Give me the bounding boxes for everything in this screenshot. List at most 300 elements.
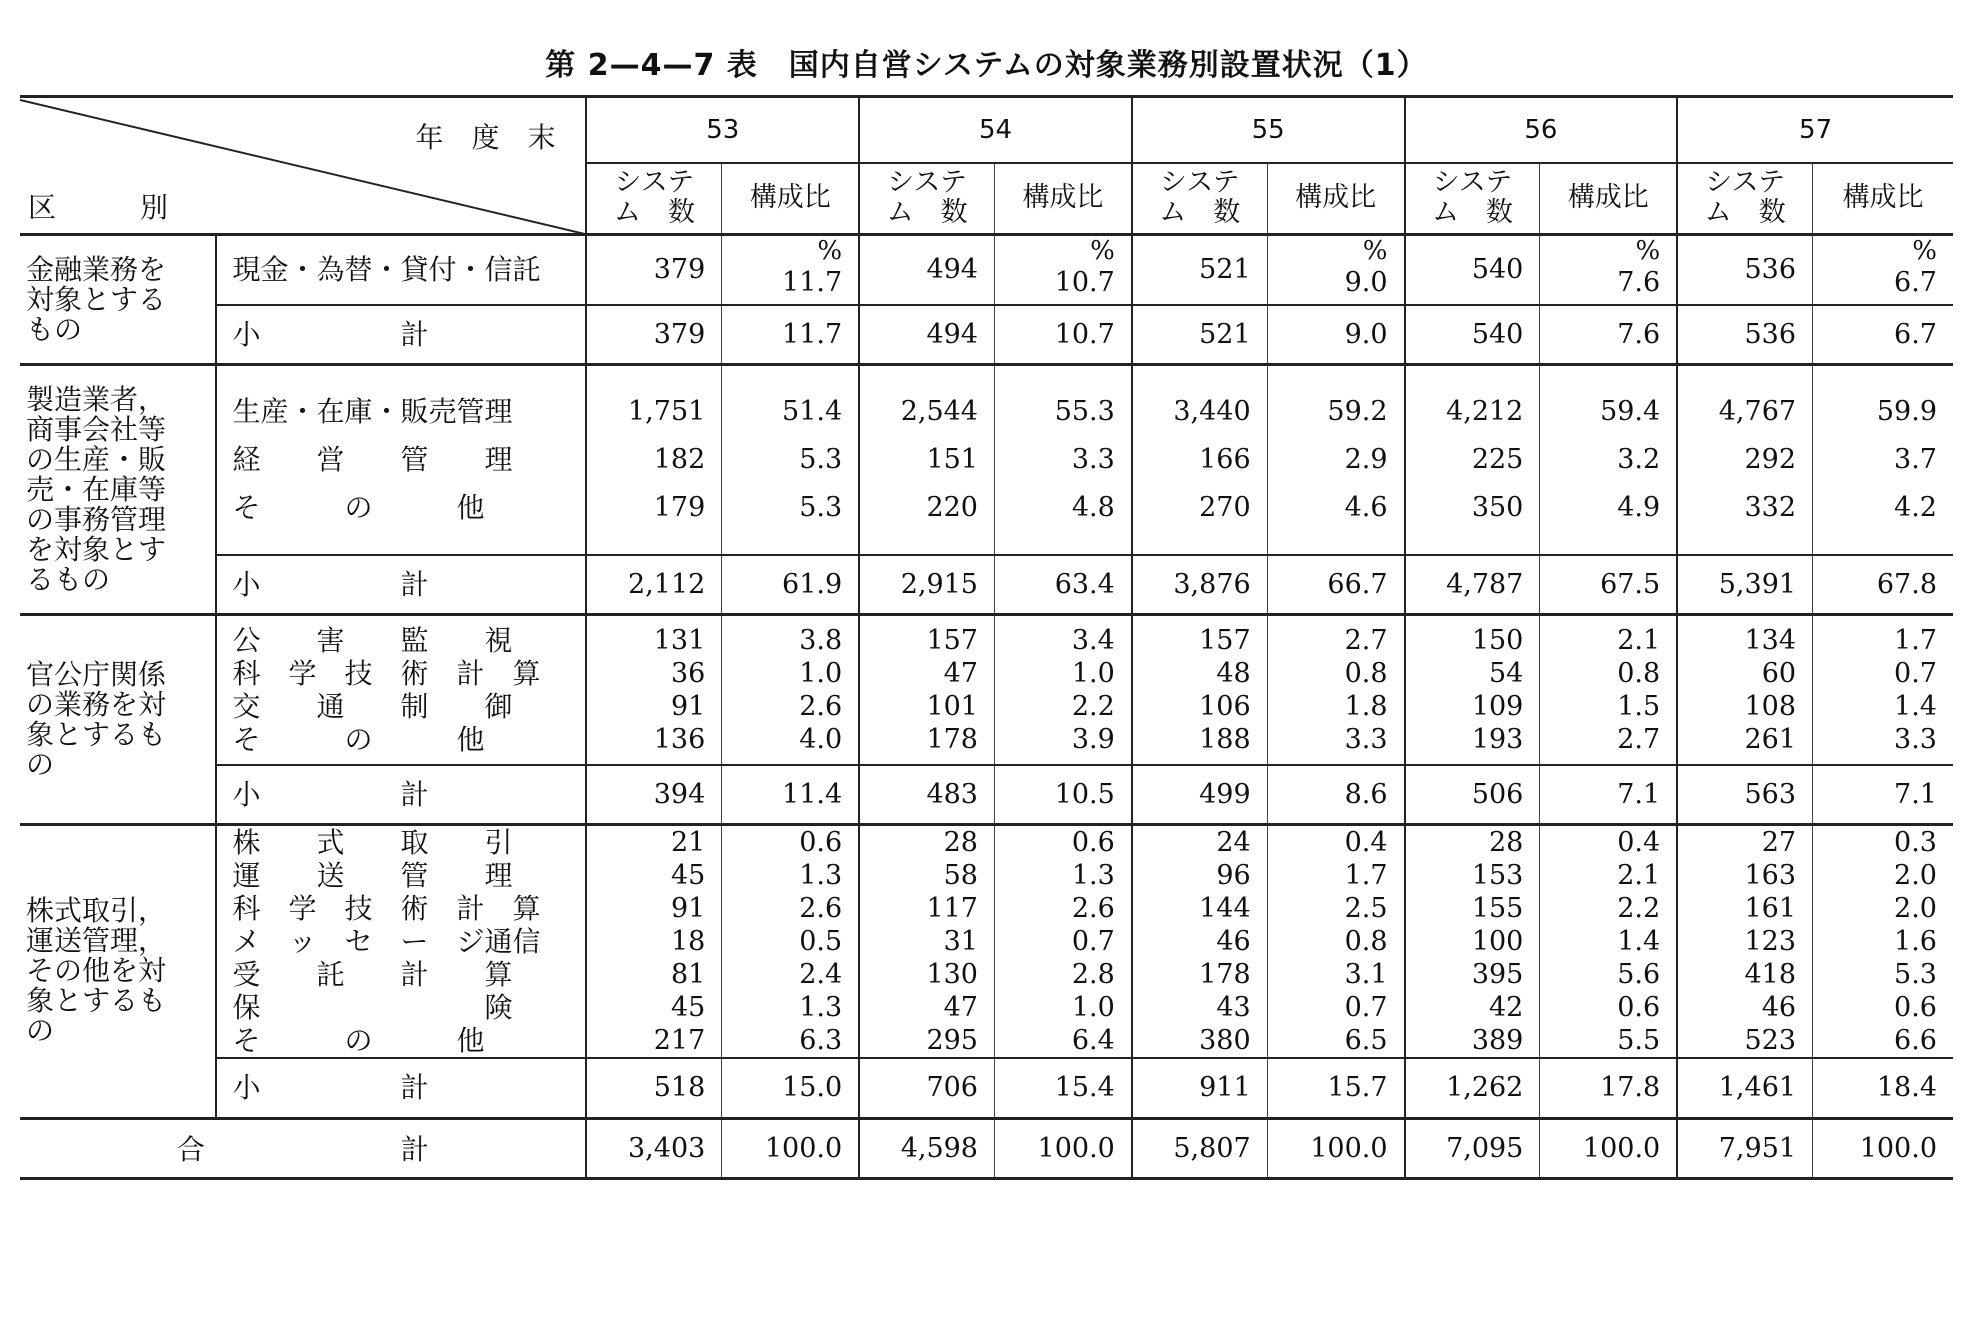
systems-value: 350 — [1471, 491, 1524, 523]
ratio-value: 0.3 — [1894, 827, 1937, 858]
systems-value: 193 — [1471, 723, 1524, 755]
systems-value: 220 — [926, 491, 978, 523]
systems-value: 134 — [1744, 624, 1797, 656]
systems-value: 58 — [943, 860, 978, 891]
ratio-header: 構成比 — [1813, 163, 1953, 235]
systems-values-cell — [859, 615, 994, 765]
ratio-value: 6.7 — [1894, 267, 1937, 299]
systems-value: 47 — [943, 657, 978, 689]
ratio-value-cell: 18.4 — [1813, 1058, 1953, 1118]
ratio-value-cell: 15.4 — [994, 1058, 1131, 1118]
systems-value: 225 — [1471, 443, 1524, 475]
ratio-value: 1.3 — [799, 992, 843, 1023]
ratio-value: 4.8 — [1071, 491, 1115, 523]
ratio-value: 2.6 — [799, 893, 843, 924]
item-labels-cell — [216, 615, 587, 765]
ratio-value-cell: 11.4 — [722, 765, 859, 825]
ratio-value-cell: 9.0 — [1267, 305, 1404, 365]
systems-value: 295 — [926, 1025, 978, 1056]
systems-value: 536 — [1744, 254, 1797, 286]
ratio-value: 3.9 — [1071, 723, 1115, 755]
ratio-value: 6.5 — [1344, 1025, 1388, 1056]
ratio-value: 2.2 — [1617, 893, 1661, 924]
systems-value: 106 — [1199, 690, 1251, 722]
category-line: 象とするも — [26, 984, 167, 1018]
section-items-row — [20, 365, 1953, 555]
ratio-values-cell — [1267, 365, 1404, 555]
data-table — [20, 95, 1953, 1180]
ratio-value: 1.3 — [799, 860, 843, 891]
systems-values-cell — [1677, 365, 1812, 555]
systems-value-cell: 540 — [1405, 305, 1540, 365]
item-label: 運 送 管 理 — [232, 859, 513, 892]
table-title: 第 2—4—7 表 国内自営システムの対象業務別設置状況（1） — [545, 48, 1428, 83]
ratio-header: 構成比 — [1540, 163, 1677, 235]
systems-value: 21 — [670, 827, 706, 858]
category-cell — [20, 825, 216, 1119]
ratio-value-cell: 67.8 — [1813, 555, 1953, 615]
ratio-value: 0.7 — [1071, 926, 1115, 957]
category-line: の生産・販 — [26, 442, 167, 476]
systems-value: 418 — [1744, 959, 1797, 990]
systems-value: 161 — [1744, 893, 1797, 924]
category-line: の事務管理 — [26, 502, 167, 536]
ratio-value-cell: 100.0 — [1813, 1118, 1953, 1178]
systems-value: 28 — [1489, 827, 1524, 858]
systems-value: 153 — [1471, 860, 1524, 891]
year-55-header: 55 — [1132, 97, 1405, 163]
systems-value: 523 — [1744, 1025, 1797, 1056]
systems-value: 2,544 — [900, 395, 978, 427]
category-line: 象とするも — [26, 717, 167, 751]
category-line: 商事会社等 — [26, 412, 167, 446]
systems-values-cell — [859, 365, 994, 555]
ratio-value-cell: 61.9 — [722, 555, 859, 615]
systems-values-cell — [1132, 825, 1267, 1059]
systems-value: 4,767 — [1718, 395, 1797, 427]
ratio-value: 1.4 — [1894, 690, 1937, 722]
systems-values-cell — [1132, 365, 1267, 555]
ratio-values-cell — [1813, 825, 1953, 1059]
ratio-value: 51.4 — [782, 395, 843, 427]
systems-value-cell: 7,951 — [1677, 1118, 1812, 1178]
item-label: そ の 他 — [232, 1024, 485, 1057]
systems-values-cell — [859, 825, 994, 1059]
year-54-header: 54 — [859, 97, 1132, 163]
systems-value: 166 — [1199, 443, 1251, 475]
ratio-values-cell — [1813, 365, 1953, 555]
systems-value: 91 — [670, 690, 706, 722]
systems-value: 24 — [1216, 827, 1251, 858]
systems-values-cell — [1405, 825, 1540, 1059]
systems-value-cell: 7,095 — [1405, 1118, 1540, 1178]
percent-sign: % — [1362, 236, 1388, 266]
total-row — [20, 1118, 1953, 1178]
systems-value: 1,751 — [628, 395, 706, 427]
ratio-value: 1.7 — [1344, 860, 1388, 891]
item-label: 交 通 制 御 — [232, 689, 513, 723]
ratio-value: 1.5 — [1617, 690, 1661, 722]
subtotal-row — [20, 305, 1953, 365]
systems-value-cell: 499 — [1132, 765, 1267, 825]
systems-value: 379 — [653, 254, 706, 286]
ratio-value: 0.6 — [1894, 992, 1937, 1023]
systems-value: 46 — [1216, 926, 1251, 957]
ratio-values-cell — [994, 365, 1131, 555]
ratio-value-cell: 15.0 — [722, 1058, 859, 1118]
ratio-values-cell — [994, 825, 1131, 1059]
systems-value-cell: 521 — [1132, 305, 1267, 365]
item-label: メ ッ セ ー ジ通信 — [232, 925, 541, 958]
category-line: 金融業務を — [26, 252, 167, 286]
systems-value: 31 — [943, 926, 978, 957]
percent-sign: % — [817, 236, 843, 266]
ratio-value: 59.2 — [1327, 395, 1388, 427]
systems-value: 45 — [670, 992, 706, 1023]
ratio-value: 4.2 — [1894, 491, 1937, 523]
item-labels-cell — [216, 365, 587, 555]
systems-value-cell: 4,598 — [859, 1118, 994, 1178]
section-items-row — [20, 235, 1953, 305]
ratio-value-cell: 63.4 — [994, 555, 1131, 615]
ratio-value: 2.7 — [1617, 723, 1661, 755]
ratio-value-cell: 67.5 — [1540, 555, 1677, 615]
ratio-value: 0.6 — [1071, 827, 1115, 858]
ratio-value: 7.6 — [1617, 267, 1661, 299]
ratio-value: 2.8 — [1071, 959, 1115, 990]
ratio-value: 2.6 — [799, 690, 843, 722]
systems-value-cell: 506 — [1405, 765, 1540, 825]
systems-value: 27 — [1761, 827, 1797, 858]
systems-value-cell: 3,403 — [586, 1118, 721, 1178]
category-line: の — [26, 1014, 55, 1048]
item-label: そ の 他 — [232, 490, 485, 524]
systems-header: システ ム 数 — [1677, 163, 1812, 235]
systems-value-cell: 2,915 — [859, 555, 994, 615]
systems-value: 163 — [1744, 860, 1797, 891]
ratio-value-cell: 100.0 — [1267, 1118, 1404, 1178]
systems-values-cell — [859, 235, 994, 305]
systems-value: 155 — [1471, 893, 1524, 924]
systems-value: 108 — [1744, 690, 1797, 722]
systems-value: 48 — [1216, 657, 1251, 689]
ratio-value-cell: 100.0 — [994, 1118, 1131, 1178]
ratio-value: 3.8 — [799, 624, 843, 656]
ratio-values-cell — [1540, 235, 1677, 305]
systems-value: 389 — [1471, 1025, 1524, 1056]
ratio-value: 11.7 — [782, 267, 843, 299]
item-label: 経 営 管 理 — [232, 442, 513, 476]
systems-value: 131 — [653, 624, 706, 656]
systems-value: 157 — [1199, 624, 1251, 656]
category-line: 売・在庫等 — [26, 472, 167, 506]
systems-value: 521 — [1199, 254, 1251, 286]
item-label: 科 学 技 術 計 算 — [232, 656, 541, 690]
ratio-value: 0.4 — [1344, 827, 1388, 858]
systems-values-cell — [1405, 365, 1540, 555]
ratio-value: 3.4 — [1071, 624, 1115, 656]
ratio-value: 3.3 — [1344, 723, 1388, 755]
systems-value-cell: 5,807 — [1132, 1118, 1267, 1178]
systems-values-cell — [586, 825, 721, 1059]
systems-value-cell: 3,876 — [1132, 555, 1267, 615]
ratio-values-cell — [1540, 825, 1677, 1059]
systems-values-cell — [1405, 235, 1540, 305]
systems-values-cell — [1677, 615, 1812, 765]
ratio-value-cell: 66.7 — [1267, 555, 1404, 615]
systems-values-cell — [586, 235, 721, 305]
systems-value-cell: 379 — [586, 305, 721, 365]
systems-values-cell — [1132, 235, 1267, 305]
ratio-value: 6.3 — [799, 1025, 843, 1056]
ratio-value: 3.3 — [1071, 443, 1115, 475]
systems-value: 179 — [653, 491, 706, 523]
systems-value: 540 — [1471, 254, 1524, 286]
ratio-value: 0.6 — [799, 827, 843, 858]
ratio-value: 1.0 — [1071, 657, 1115, 689]
ratio-value: 3.7 — [1894, 443, 1937, 475]
ratio-values-cell — [722, 615, 859, 765]
ratio-values-cell — [1267, 615, 1404, 765]
ratio-value: 1.6 — [1894, 926, 1937, 957]
ratio-values-cell — [722, 235, 859, 305]
year-end-label: 年 度 末 — [415, 121, 556, 154]
systems-value-cell: 494 — [859, 305, 994, 365]
ratio-value: 2.1 — [1617, 624, 1661, 656]
category-line: の業務を対 — [26, 687, 167, 721]
systems-value: 178 — [926, 723, 978, 755]
systems-value: 4,212 — [1446, 395, 1524, 427]
ratio-value: 5.3 — [1894, 959, 1937, 990]
ratio-value: 2.7 — [1344, 624, 1388, 656]
ratio-value: 1.8 — [1344, 690, 1388, 722]
item-label: 保 険 — [232, 991, 513, 1024]
ratio-value-cell: 8.6 — [1267, 765, 1404, 825]
systems-value: 178 — [1199, 959, 1251, 990]
systems-value: 123 — [1744, 926, 1797, 957]
ratio-value-cell: 6.7 — [1813, 305, 1953, 365]
systems-value-cell: 911 — [1132, 1058, 1267, 1118]
category-line: その他を対 — [26, 954, 167, 988]
subtotal-label: 小 計 — [216, 765, 587, 825]
ratio-value: 59.9 — [1876, 395, 1937, 427]
systems-value-cell: 536 — [1677, 305, 1812, 365]
systems-value: 217 — [653, 1025, 706, 1056]
ratio-header: 構成比 — [1267, 163, 1404, 235]
category-cell — [20, 235, 216, 365]
section-items-row — [20, 615, 1953, 765]
category-line: 官公庁関係 — [26, 657, 167, 691]
ratio-header: 構成比 — [722, 163, 859, 235]
category-line: を対象とす — [26, 532, 167, 566]
systems-value: 101 — [926, 690, 978, 722]
systems-value: 54 — [1489, 657, 1524, 689]
systems-value: 188 — [1199, 723, 1251, 755]
ratio-value: 4.9 — [1617, 491, 1661, 523]
item-labels-cell — [216, 235, 587, 305]
item-label: 現金・為替・貸付・信託 — [232, 253, 541, 287]
systems-value: 270 — [1199, 491, 1251, 523]
systems-values-cell — [586, 615, 721, 765]
systems-header: システ ム 数 — [1405, 163, 1540, 235]
systems-value-cell: 483 — [859, 765, 994, 825]
ratio-value: 6.6 — [1894, 1025, 1937, 1056]
ratio-value: 10.7 — [1054, 267, 1115, 299]
ratio-value: 2.2 — [1071, 690, 1115, 722]
systems-value: 3,440 — [1173, 395, 1251, 427]
systems-header: システ ム 数 — [859, 163, 994, 235]
item-label: そ の 他 — [232, 722, 485, 756]
ratio-value: 0.8 — [1344, 657, 1388, 689]
systems-header: システ ム 数 — [586, 163, 721, 235]
systems-value: 43 — [1216, 992, 1251, 1023]
systems-value: 261 — [1744, 723, 1797, 755]
ratio-value: 3.1 — [1344, 959, 1388, 990]
systems-value: 36 — [670, 657, 706, 689]
systems-value-cell: 4,787 — [1405, 555, 1540, 615]
item-label: 生産・在庫・販売管理 — [232, 394, 513, 428]
subtotal-row — [20, 555, 1953, 615]
ratio-value: 0.7 — [1344, 992, 1388, 1023]
category-line: 対象とする — [26, 282, 167, 316]
ratio-value: 0.8 — [1344, 926, 1388, 957]
item-label: 株 式 取 引 — [232, 826, 513, 859]
systems-value-cell: 5,391 — [1677, 555, 1812, 615]
ratio-value: 2.9 — [1344, 443, 1388, 475]
systems-values-cell — [1132, 615, 1267, 765]
year-57-header: 57 — [1677, 97, 1953, 163]
ratio-values-cell — [1540, 365, 1677, 555]
systems-value: 380 — [1199, 1025, 1251, 1056]
ratio-value-cell: 17.8 — [1540, 1058, 1677, 1118]
ratio-value: 4.0 — [799, 723, 843, 755]
systems-value: 150 — [1471, 624, 1524, 656]
systems-values-cell — [1677, 825, 1812, 1059]
systems-value: 45 — [670, 860, 706, 891]
systems-value-cell: 706 — [859, 1058, 994, 1118]
ratio-value: 5.3 — [799, 443, 843, 475]
item-labels-cell — [216, 825, 587, 1059]
systems-value: 109 — [1471, 690, 1524, 722]
ratio-value: 3.3 — [1894, 723, 1937, 755]
systems-value: 96 — [1216, 860, 1251, 891]
ratio-value-cell: 15.7 — [1267, 1058, 1404, 1118]
ratio-value: 2.4 — [799, 959, 843, 990]
ratio-value: 1.4 — [1617, 926, 1661, 957]
ratio-value-cell: 10.7 — [994, 305, 1131, 365]
systems-value-cell: 394 — [586, 765, 721, 825]
year-53-header: 53 — [586, 97, 859, 163]
systems-values-cell — [1405, 615, 1540, 765]
systems-value: 332 — [1744, 491, 1797, 523]
ratio-value: 0.8 — [1617, 657, 1661, 689]
ratio-value: 5.3 — [799, 491, 843, 523]
ratio-values-cell — [1813, 615, 1953, 765]
ratio-value: 1.0 — [1071, 992, 1115, 1023]
ratio-value: 5.5 — [1617, 1025, 1661, 1056]
systems-value: 46 — [1761, 992, 1797, 1023]
ratio-values-cell — [1540, 615, 1677, 765]
ratio-values-cell — [1267, 235, 1404, 305]
category-line: 製造業者， — [26, 382, 167, 416]
subtotal-row — [20, 1058, 1953, 1118]
percent-sign: % — [1090, 236, 1115, 266]
subtotal-label: 小 計 — [216, 305, 587, 365]
systems-value: 91 — [670, 893, 706, 924]
ratio-value: 0.7 — [1894, 657, 1937, 689]
corner-header-cell — [20, 97, 586, 235]
systems-value-cell: 1,461 — [1677, 1058, 1812, 1118]
total-label: 合 計 — [176, 1133, 429, 1166]
ratio-value: 1.3 — [1071, 860, 1115, 891]
ratio-values-cell — [994, 235, 1131, 305]
systems-value: 130 — [926, 959, 978, 990]
systems-value: 42 — [1489, 992, 1524, 1023]
systems-value: 136 — [653, 723, 706, 755]
item-label: 受 託 計 算 — [232, 958, 513, 991]
year-56-header: 56 — [1405, 97, 1678, 163]
item-label: 公 害 監 視 — [232, 623, 513, 657]
ratio-value-cell: 100.0 — [1540, 1118, 1677, 1178]
ratio-value: 1.7 — [1894, 624, 1937, 656]
ratio-value: 3.2 — [1617, 443, 1661, 475]
ratio-value: 1.0 — [799, 657, 843, 689]
ratio-value: 0.6 — [1617, 992, 1661, 1023]
percent-sign: % — [1635, 236, 1661, 266]
systems-value-cell: 1,262 — [1405, 1058, 1540, 1118]
ratio-value: 59.4 — [1600, 395, 1661, 427]
systems-header: システ ム 数 — [1132, 163, 1267, 235]
ratio-value: 6.4 — [1071, 1025, 1115, 1056]
systems-value: 395 — [1471, 959, 1524, 990]
table-body — [20, 235, 1953, 1179]
item-label: 科 学 技 術 計 算 — [232, 892, 541, 925]
ratio-value: 0.5 — [799, 926, 843, 957]
ratio-value-cell: 7.1 — [1540, 765, 1677, 825]
ratio-value-cell: 10.5 — [994, 765, 1131, 825]
systems-values-cell — [586, 365, 721, 555]
category-label: 区 別 — [28, 191, 169, 224]
ratio-value: 9.0 — [1344, 267, 1388, 299]
subtotal-label: 小 計 — [216, 1058, 587, 1118]
systems-value: 494 — [926, 254, 978, 286]
category-line: 運送管理， — [26, 924, 167, 958]
percent-sign: % — [1912, 236, 1937, 266]
category-line: の — [26, 747, 55, 781]
systems-values-cell — [1677, 235, 1812, 305]
systems-value: 18 — [670, 926, 706, 957]
section-items-row — [20, 825, 1953, 1059]
systems-value: 100 — [1471, 926, 1524, 957]
systems-value: 47 — [943, 992, 978, 1023]
systems-value-cell: 518 — [586, 1058, 721, 1118]
category-line: 株式取引， — [26, 894, 167, 928]
ratio-value: 0.4 — [1617, 827, 1661, 858]
systems-value: 28 — [943, 827, 978, 858]
ratio-value: 2.5 — [1344, 893, 1388, 924]
year-header-row — [20, 97, 1953, 163]
ratio-values-cell — [722, 825, 859, 1059]
subtotal-label: 小 計 — [216, 555, 587, 615]
ratio-value: 5.6 — [1617, 959, 1661, 990]
systems-value: 151 — [926, 443, 978, 475]
ratio-values-cell — [1267, 825, 1404, 1059]
systems-value-cell: 2,112 — [586, 555, 721, 615]
systems-value: 157 — [926, 624, 978, 656]
ratio-value-cell: 11.7 — [722, 305, 859, 365]
ratio-values-cell — [722, 365, 859, 555]
systems-value: 144 — [1199, 893, 1251, 924]
